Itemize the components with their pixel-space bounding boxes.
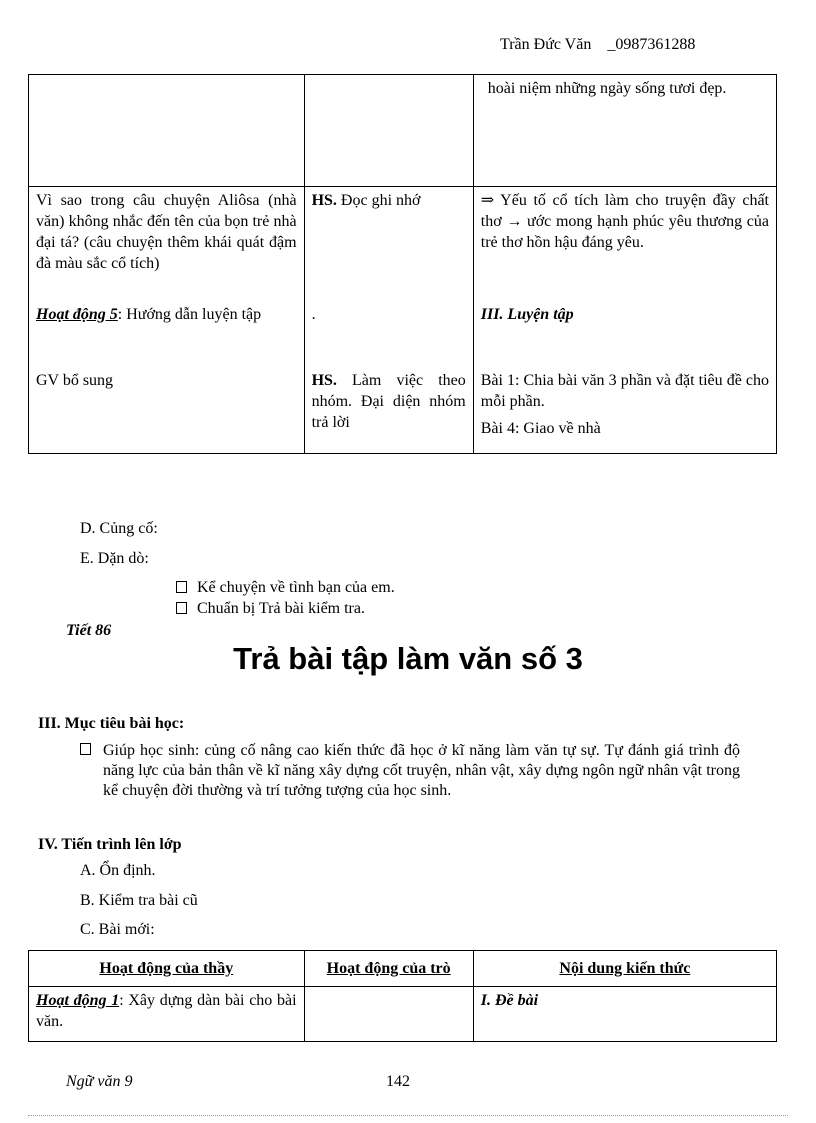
student-cell [304,75,473,187]
table-row [29,187,777,302]
teacher-text: : Hướng dẫn luyện tập [117,306,262,323]
page-header [500,36,695,54]
column-header: Hoạt động của trò [304,951,473,987]
checkbox-bullet-icon-wrap [80,741,101,759]
footer-divider [28,1115,788,1116]
student-cell: . [304,301,473,367]
activity-label: Hoạt động 5 [36,306,118,323]
student-label: HS. [311,192,337,209]
bullet-text: Kể chuyện về tình bạn của em. [197,579,395,596]
content-cell [473,987,776,1042]
table-row [29,367,777,454]
content-cell [473,367,776,454]
author-name: Trần Đức Văn [500,36,592,53]
column-header: Nội dung kiến thức [473,951,776,987]
bullet-item [176,600,365,618]
table-row [29,987,777,1042]
teacher-cell [29,75,305,187]
page-number: 142 [386,1073,410,1090]
student-text: Đọc ghi nhớ [336,192,421,209]
table-row [29,75,777,187]
student-text: Làm việc theo nhóm. Đại diện nhóm trả lời [311,372,466,431]
student-label: HS. [311,372,337,389]
checkbox-bullet-icon [176,602,187,614]
review-d: D. Củng cố: [80,520,158,537]
section-heading: I. Đề bài [480,992,539,1009]
table-header-row [29,951,777,987]
checkbox-bullet-icon [80,743,91,755]
step-item: C. Bài mới: [80,921,155,938]
content-cell: hoài niệm những ngày sống tươi đẹp. [473,75,776,187]
objective-text: Giúp học sinh: củng cố nâng cao kiến thức đã học ở kĩ năng làm văn tự sự. Tự đánh giá trình độ năng lực của bản thân về kĩ năng xây dựng cốt truyện, nhân vật, xây dựng ngôn ngữ nhân vật trong kể chuyện đời thường và trí tưởng tượng của học sinh. [103,742,740,799]
exercise-1: Bài 1: Chia bài văn 3 phần và đặt tiêu đề cho mỗi phần. [480,372,769,410]
section4-heading: IV. Tiến trình lên lớp [38,836,182,853]
teacher-cell: GV bổ sung [29,367,305,454]
bullet-item [176,579,395,597]
content-cell: ⇒ Yếu tố cổ tích làm cho truyện đầy chất thơ → ước mong hạnh phúc yêu thương của trẻ thơ hồn hậu đáng yêu. [473,187,776,302]
teacher-cell [29,987,305,1042]
bullet-text: Chuẩn bị Trả bài kiểm tra. [197,600,365,617]
column-header: Hoạt động của thầy [29,951,305,987]
lesson-title: Trả bài tập làm văn số 3 [233,641,583,676]
student-cell [304,987,473,1042]
author-phone: _0987361288 [607,36,696,53]
footer-book: Ngữ văn 9 [66,1073,133,1090]
lesson-table-new [28,950,777,1042]
lesson-label: Tiết 86 [66,622,112,639]
checkbox-bullet-icon [176,581,187,593]
step-item: B. Kiểm tra bài cũ [80,892,198,909]
table-row [29,301,777,367]
student-cell [304,367,473,454]
teacher-cell [29,187,305,302]
teacher-text: Vì sao trong câu chuyện Aliôsa (nhà văn) không nhắc đến tên của bọn trẻ nhà đại tá? (câu chuyện thêm khái quát đậm đà màu sắc cổ tích) [36,192,297,272]
section3-heading: III. Mục tiêu bài học: [38,715,185,732]
activity-label: Hoạt động 1 [36,992,120,1009]
student-cell [304,187,473,302]
exercise-4: Bài 4: Giao về nhà [480,420,601,437]
lesson-table-continued [28,74,777,454]
review-e: E. Dặn dò: [80,550,149,567]
content-cell [473,301,776,367]
section-heading: III. Luyện tập [480,306,574,323]
step-item: A. Ổn định. [80,862,156,879]
teacher-text: : Xây dựng dàn bài cho bài văn. [36,992,297,1030]
teacher-cell [29,301,305,367]
